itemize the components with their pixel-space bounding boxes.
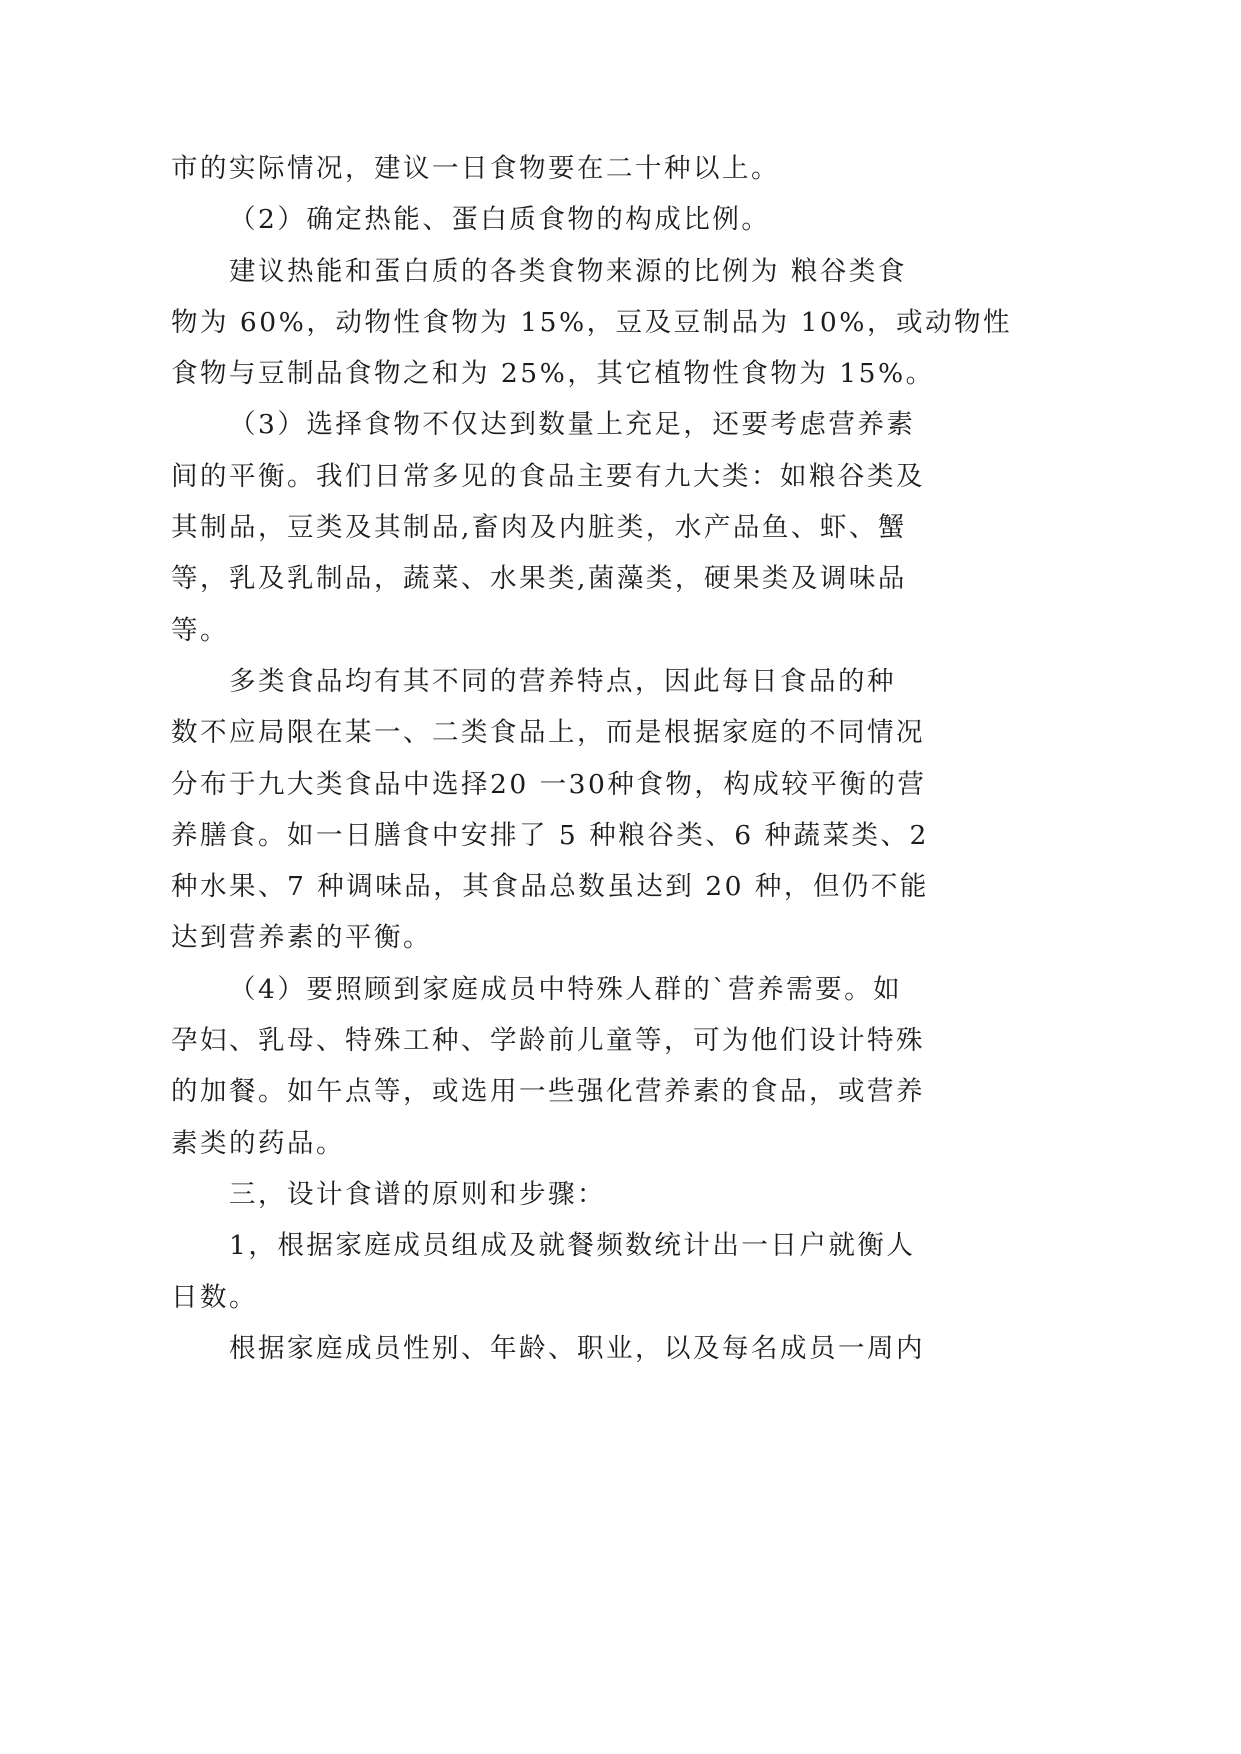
- section-heading: 三，设计食谱的原则和步骤：: [229, 1178, 606, 1210]
- text-line: 多类食品均有其不同的营养特点，因此每日食品的种: [229, 665, 896, 697]
- text-line: 达到营养素的平衡。: [171, 922, 432, 954]
- text-line: 1，根据家庭成员组成及就餐频数统计出一日户就衡人: [229, 1230, 916, 1262]
- text-line: 种水果、7 种调味品，其食品总数虽达到 20 种，但仍不能: [171, 871, 929, 903]
- text-line: 的加餐。如午点等，或选用一些强化营养素的食品，或营养: [171, 1076, 925, 1108]
- text-line: 物为 60%，动物性食物为 15%，豆及豆制品为 10%，或动物性: [171, 306, 1012, 338]
- text-line: 间的平衡。我们日常多见的食品主要有九大类：如粮谷类及: [171, 460, 925, 492]
- text-line: 素类的药品。: [171, 1127, 345, 1159]
- text-line: 数不应局限在某一、二类食品上，而是根据家庭的不同情况: [171, 717, 925, 749]
- text-line: 建议热能和蛋白质的各类食物来源的比例为 粮谷类食: [229, 255, 907, 287]
- text-line: （4）要照顾到家庭成员中特殊人群的`营养需要。如: [229, 973, 903, 1005]
- text-line: 养膳食。如一日膳食中安排了 5 种粮谷类、6 种蔬菜类、2: [171, 819, 929, 851]
- text-line: 孕妇、乳母、特殊工种、学龄前儿童等，可为他们设计特殊: [171, 1025, 925, 1057]
- text-line: 食物与豆制品食物之和为 25%，其它植物性食物为 15%。: [171, 358, 935, 390]
- text-line: 等。: [171, 614, 229, 646]
- text-line: （2）确定热能、蛋白质食物的构成比例。: [229, 204, 771, 236]
- text-line: 等，乳及乳制品，蔬菜、水果类,菌藻类，硬果类及调味品: [171, 563, 907, 595]
- text-line: 根据家庭成员性别、年龄、职业，以及每名成员一周内: [229, 1332, 925, 1364]
- text-line: 市的实际情况，建议一日食物要在二十种以上。: [171, 153, 780, 184]
- text-line: 其制品，豆类及其制品,畜肉及内脏类，水产品鱼、虾、蟹: [171, 512, 907, 544]
- document-body: [171, 143, 1012, 1374]
- text-line: 分布于九大类食品中选择20 一30种食物，构成较平衡的营: [171, 768, 927, 800]
- text-line: 日数。: [171, 1281, 258, 1313]
- text-line: （3）选择食物不仅达到数量上充足，还要考虑营养素: [229, 409, 916, 441]
